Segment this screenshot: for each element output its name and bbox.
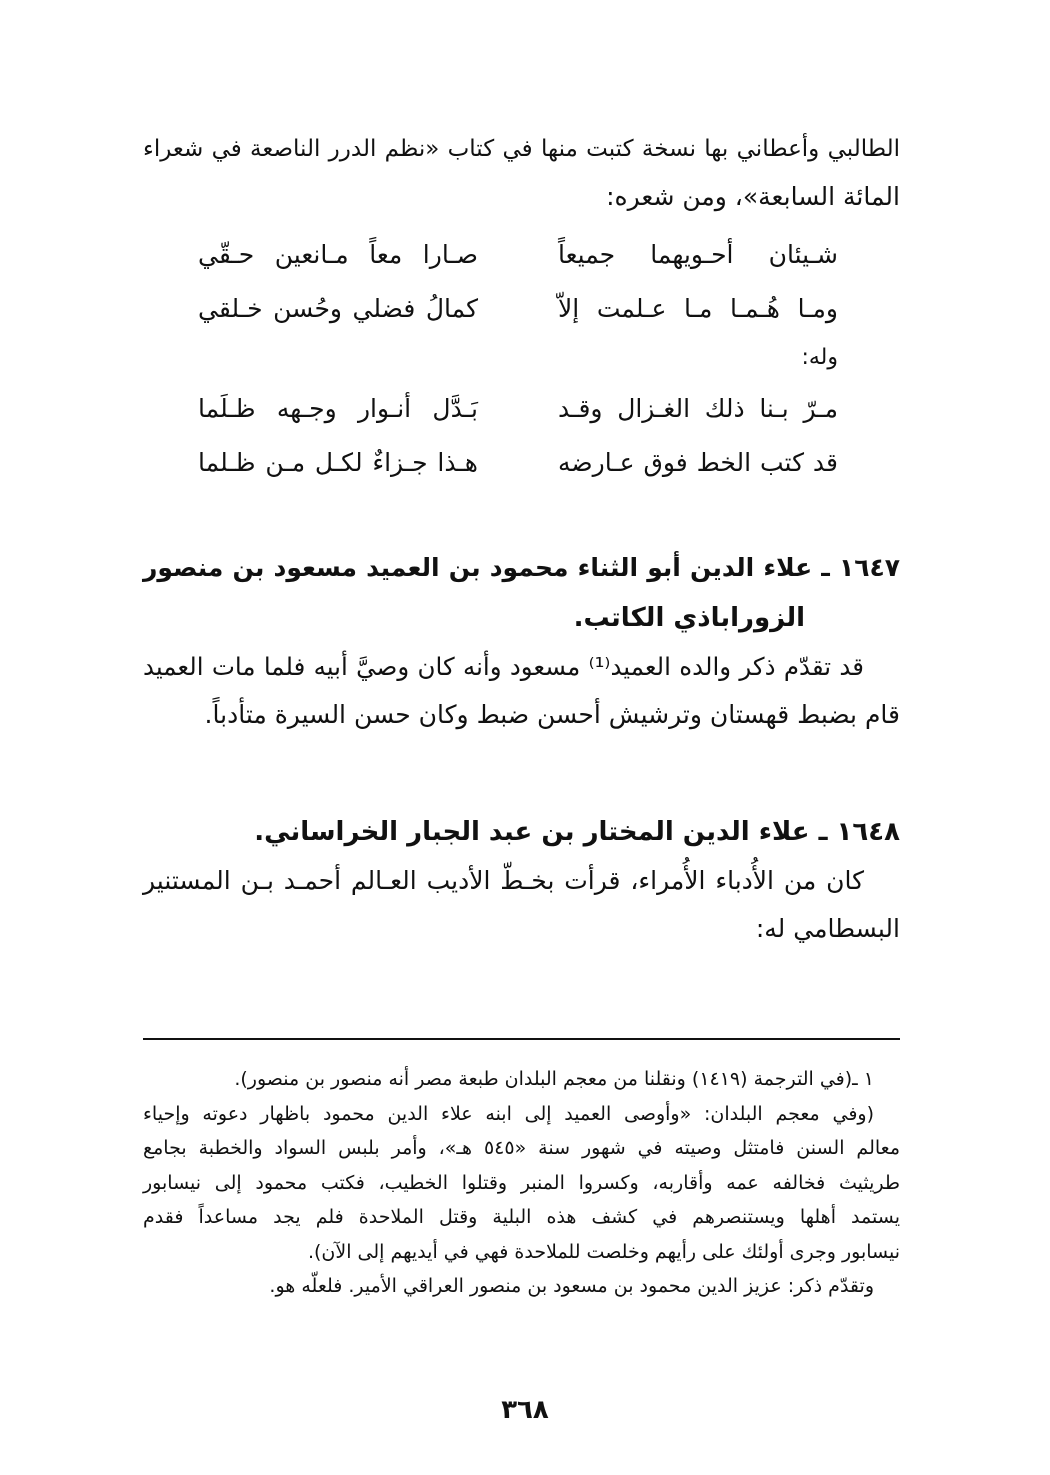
poem-2-label: وله: (801, 345, 838, 370)
page-number: ٣٦٨ (501, 1395, 549, 1425)
footnote-3: وتقدّم ذكر: عزيز الدين محمود بن مسعود بن منصور العراقي الأمير. فلعلّه هو. (269, 1275, 874, 1297)
verse-row (143, 227, 900, 281)
entry-1648 (143, 807, 900, 953)
verse-first-hemistich: شـيئان أحـويهما جميعاً (558, 239, 838, 269)
entry-1648-body-line-2: البسطامي له: (755, 914, 900, 943)
verse-second-hemistich: صـارا معاً مـانعين حـقّي (198, 239, 478, 269)
intro-line-1: الطالبي وأعطاني بها نسخة كتبت منها في كتاب «نظم الدرر الناصعة في شعراء (143, 136, 900, 162)
entry-1647-heading: ١٦٤٧ ـ علاء الدين أبو الثناء محمود بن العميد مسعود بن منصور (143, 553, 900, 582)
footnotes (143, 1062, 900, 1304)
entry-1647-body-line-1: قد تقدّم ذكر والده العميد⁽¹⁾ مسعود وأنه كان وصيَّ أبيه فلما مات العميد (143, 652, 864, 681)
verse-first-hemistich: قد كتب الخط فوق عـارضه (558, 447, 838, 477)
entry-1647-body-line-2: قام بضبط قهستان وترشيش أحسن ضبط وكان حسن السيرة متأدباً. (204, 700, 900, 729)
footnote-2-line-4: يستمد أهلها ويستنصرهم في كشف هذه البلية وقتل الملاحدة فلم يجد مساعداً فقدم (143, 1206, 900, 1228)
footnote-1: ١ ـ(في الترجمة (١٤١٩) ونقلنا من معجم البلدان طبعة مصر أنه منصور بن منصور). (234, 1068, 874, 1090)
entry-1647-heading-cont: الزوراباذي الكاتب. (573, 603, 805, 633)
verse-row (143, 281, 900, 335)
entry-1648-heading: ١٦٤٨ ـ علاء الدين المختار بن عبد الجبار الخراساني. (254, 817, 900, 847)
verse-second-hemistich: هـذا جـزاءٌ لكـل مـن ظـلما (198, 447, 478, 477)
poem-2 (143, 381, 900, 489)
intro-line-2: المائة السابعة»، ومن شعره: (606, 182, 900, 211)
verse-second-hemistich: بَـدَّل أنـوار وجـهه ظـلَما (198, 393, 478, 423)
footnote-2-line-2: معالم السنن فامتثل وصيته في شهور سنة «٥٤٥ هـ»، وأمر بلبس السواد والخطبة بجامع (143, 1137, 900, 1159)
footnote-2-line-1: (وفي معجم البلدان: «وأوصى العميد إلى ابنه علاء الدين محمود باظهار دعوته وإحياء (143, 1102, 874, 1125)
poem-1 (143, 227, 900, 335)
footnote-2-line-5: نيسابور وجرى أولئك على رأيهم وخلصت للملاحدة فهي في أيديهم إلى الآن). (307, 1240, 900, 1263)
verse-row (143, 381, 900, 435)
verse-first-hemistich: مـرّ بـنا ذلك الغـزال وقـد (558, 393, 838, 423)
verse-row (143, 435, 900, 489)
verse-second-hemistich: كمالُ فضلي وحُسن خـلقي (198, 293, 478, 323)
verse-first-hemistich: ومـا هُـمـا مـا عـلمت إلاّ (558, 293, 838, 323)
entry-1648-body-line-1: كان من الأُدباء الأُمراء، قرأت بخـطّ الأديب العـالم أحمـد بـن المستنير (143, 866, 864, 895)
entry-1647 (143, 543, 900, 739)
footnote-separator (143, 1038, 900, 1040)
footnote-2-line-3: طريثيث فخالفه عمه وأقاربه، وكسروا المنبر وقتلوا الخطيب، فكتب محمود إلى نيسابور (143, 1171, 900, 1194)
